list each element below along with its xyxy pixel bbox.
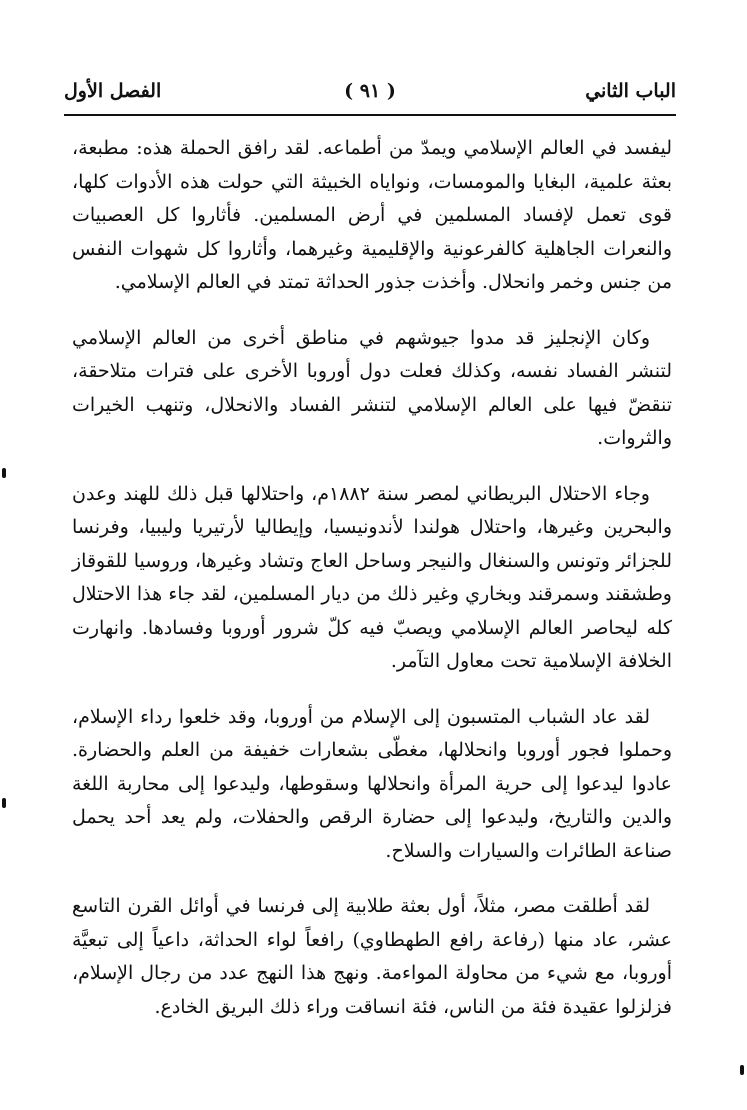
section-title: الفصل الأول bbox=[64, 80, 162, 102]
paragraph-5: لقد أطلقت مصر، مثلاً، أول بعثة طلابية إلى فرنسا في أوائل القرن التاسع عشر، عاد منها (رفاعة رافع الطهطاوي) رافعاً لواء الحداثة، داعياً إلى تبعيَّة أوروبا، مع شيء من محاولة المواءمة. ونهج هذا النهج عدد من رجال الإسلام، فزلزلوا عقيدة فئة من الناس، فئة انساقت وراء ذلك البريق الخادع. bbox=[72, 895, 672, 1018]
edge-dot-mark bbox=[2, 468, 6, 478]
paragraph-1: ليفسد في العالم الإسلامي ويمدّ من أطماعه. لقد رافق الحملة هذه: مطبعة، بعثة علمية، البغايا والمومسات، ونواياه الخبيثة التي حولت هذه الأدوات كلها، قوى تعمل لإفساد المسلمين في أرض المسلمين. فأثاروا كل العصبيات والنعرات الجاهلية كالفرعونية والإقليمية وغيرهما، وأثاروا كل شهوات النفس من جنس وخمر وانحلال. وأخذت جذور الحداثة تمتد في العالم الإسلامي. bbox=[72, 137, 672, 293]
body-text bbox=[72, 132, 672, 1046]
paragraph-3: وجاء الاحتلال البريطاني لمصر سنة ١٨٨٢م، واحتلالها قبل ذلك للهند وعدن والبحرين وغيرها، واحتلال هولندا لأندونيسيا، وإيطاليا لأرتيريا وليبيا، وفرنسا للجزائر وتونس والسنغال والنيجر وساحل العاج وتشاد وغيرها، وروسيا للقوقاز وطشقند وسمرقند وبخاري وغير ذلك من ديار المسلمين، لقد جاء هذا الاحتلال كله ليحاصر العالم الإسلامي ويصبّ فيه كلّ شرور أوروبا وفسادها. وانهارت الخلافة الإسلامية تحت معاول التآمر. bbox=[72, 482, 672, 672]
paragraph-4: لقد عاد الشباب المتسبون إلى الإسلام من أوروبا، وقد خلعوا رداء الإسلام، وحملوا فجور أوروبا وانحلالها، مغطّى بشعارات خفيفة من العلم والحضارة. عادوا ليدعوا إلى حرية المرأة وانحلالها وسقوطها، وليدعوا إلى محاربة اللغة والدين والتاريخ، وليدعوا إلى حضارة الرقص والحفلات، ولم يعد أحد يحمل صناعة الطائرات والسيارات والسلاح. bbox=[72, 705, 672, 862]
chapter-title: الباب الثاني bbox=[585, 80, 676, 102]
running-header bbox=[64, 80, 676, 110]
edge-dot-mark bbox=[740, 1065, 744, 1075]
page-number: ( ٩١ ) bbox=[344, 80, 396, 102]
header-divider bbox=[64, 114, 676, 116]
edge-dot-mark bbox=[2, 798, 6, 808]
paragraph-2: وكان الإنجليز قد مدوا جيوشهم في مناطق أخرى من العالم الإسلامي لتنشر الفساد نفسه، وكذلك فعلت دول أوروبا الأخرى على فترات متلاحقة، تنقضّ فيها على العالم الإسلامي لتنشر الفساد والانحلال، وتنهب الخيرات والثروات. bbox=[72, 326, 672, 449]
